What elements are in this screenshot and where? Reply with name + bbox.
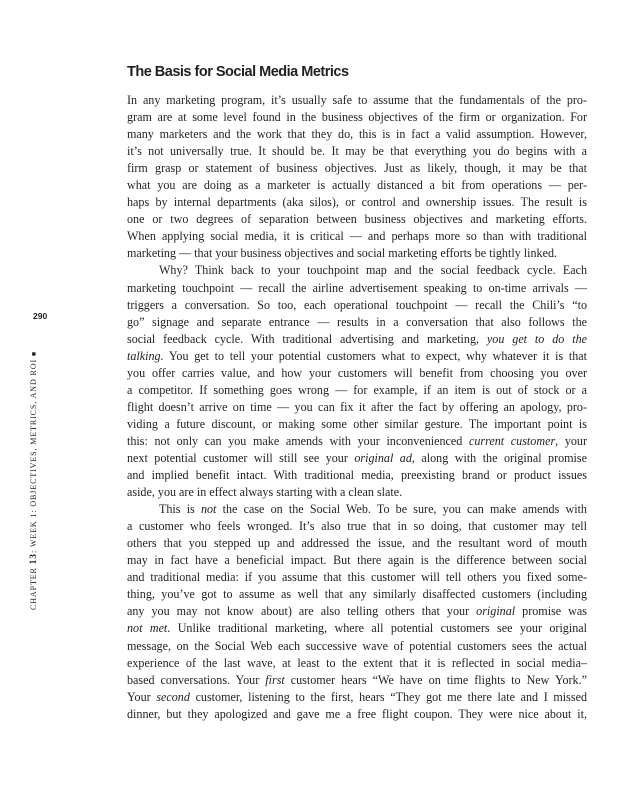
- text-run: triggers a conversation. So too, each operational touchpoint — recall the Chili’s “to: [127, 297, 587, 312]
- text-run: promise was: [515, 604, 587, 619]
- text-run: this: not only can you make amends with your inconvenienced: [127, 433, 469, 448]
- running-head: [29, 310, 43, 610]
- text-line: [127, 280, 587, 297]
- text-line: [127, 552, 587, 569]
- text-run: it’s not universally true. It should be. It may be that everything you do begins with a: [127, 144, 587, 159]
- emphasis-text: original: [476, 604, 516, 619]
- text-line: [127, 109, 587, 126]
- text-run: experience of the last wave, at least to the extent that it is reflected in social media–: [127, 655, 587, 670]
- text-run: You get to tell your potential customers what to expect, why whatever it is that: [163, 348, 587, 363]
- text-line: [127, 706, 587, 723]
- text-run: viding a future discount, or making some other similar gesture. The important point is: [127, 416, 587, 431]
- text-run: , along with the original promise: [411, 450, 587, 465]
- text-run: a competitor. If something goes wrong — for example, if an item is out of stock or a: [127, 382, 587, 397]
- text-line: [127, 586, 587, 603]
- text-run: next potential customer will still see your: [127, 450, 355, 465]
- text-run: go” signage and separate entrance — results in a conversation that also follows the: [127, 314, 587, 329]
- emphasis-text: first: [265, 672, 285, 687]
- emphasis-text: original ad: [354, 450, 412, 465]
- text-line: [127, 569, 587, 586]
- text-run: . Unlike traditional marketing, where all potential customers see your original: [167, 621, 587, 636]
- running-head-chapter-label: CHAPTER: [29, 564, 38, 610]
- section-title: The Basis for Social Media Metrics: [127, 64, 349, 80]
- text-run: aside, you are in effect always starting with a clean slate.: [127, 485, 403, 500]
- text-run: When applying social media, it is critical — and perhaps more so than with traditional: [127, 229, 587, 244]
- text-line: [127, 143, 587, 160]
- emphasis-text: you get to do the: [486, 331, 587, 346]
- text-line: [127, 126, 587, 143]
- emphasis-text: not met: [127, 621, 168, 636]
- text-line: [127, 484, 587, 501]
- text-run: customer, listening to the first, hears “They got me there late and I missed: [189, 689, 587, 704]
- emphasis-text: current customer: [469, 433, 556, 448]
- running-head-title: : WEEK 1: OBJECTIVES, METRICS, AND ROI: [29, 356, 38, 554]
- emphasis-text: talking.: [127, 348, 164, 363]
- text-run: many marketers and the work that they do, this is in fact a valid assumption. However,: [127, 127, 587, 142]
- text-run: Why? Think back to your touchpoint map and the social feedback cycle. Each: [159, 263, 587, 278]
- text-run: marketing touchpoint — recall the airline advertisement speaking to on-time arrivals —: [127, 280, 587, 295]
- running-head-chapter-number: 13: [29, 553, 39, 565]
- text-line: [127, 450, 587, 467]
- text-run: based conversations. Your: [127, 672, 266, 687]
- text-line: [127, 603, 587, 620]
- text-line: [127, 194, 587, 211]
- text-line: [127, 518, 587, 535]
- text-line: [127, 620, 587, 637]
- text-line: [127, 365, 587, 382]
- emphasis-text: not: [200, 502, 217, 517]
- text-line: [127, 348, 587, 365]
- text-line: [127, 297, 587, 314]
- text-line: [127, 331, 587, 348]
- text-run: any you may not know about) are also telling others that your: [127, 604, 477, 619]
- text-line: [127, 211, 587, 228]
- text-line: [127, 416, 587, 433]
- text-run: social feedback cycle. With traditional advertising and marketing,: [127, 331, 487, 346]
- text-line: [127, 672, 587, 689]
- body-text: [127, 92, 587, 723]
- text-run: others that you stepped up and addressed the issue, and the resultant word of mouth: [127, 536, 587, 551]
- text-run: dinner, but they apologized and gave me a free flight coupon. They were nice about it,: [127, 706, 587, 721]
- text-line: [127, 689, 587, 706]
- text-line: [127, 245, 587, 262]
- text-run: what you are doing as a marketer is actually distanced a bit from operations — per-: [127, 178, 587, 193]
- text-run: thing, you’ve got to assume as well that any similarly disaffected customers (including: [127, 587, 587, 602]
- text-run: haps by internal departments (aka silos), or control and ownership issues. The result is: [127, 195, 587, 210]
- text-run: gram are at some level found in the business objectives of the firm or organization. For: [127, 110, 587, 125]
- text-run: message, on the Social Web each successive wave of potential customers sees the actual: [127, 638, 587, 653]
- page-number: 290: [33, 311, 48, 321]
- text-line: [127, 433, 587, 450]
- text-line: [127, 467, 587, 484]
- emphasis-text: second: [156, 689, 190, 704]
- text-line: [127, 92, 587, 109]
- text-run: flight doesn’t arrive on time — you can fix it after the fact by offering an apology, pro-: [127, 399, 587, 414]
- text-line: [127, 382, 587, 399]
- text-run: the case on the Social Web. To be sure, you can make amends with: [216, 502, 587, 517]
- text-run: and traditional media: if you assume that this customer will tell others you fixed some-: [127, 570, 587, 585]
- text-run: In any marketing program, it’s usually safe to assume that the fundamentals of the pro-: [127, 93, 587, 107]
- square-icon: ■: [30, 350, 38, 357]
- text-run: marketing — that your business objectives and social marketing efforts be tightly linked.: [127, 246, 558, 261]
- text-line: [127, 160, 587, 177]
- text-run: and implied benefit intact. With traditional media, preexisting brand or product issues: [127, 468, 587, 483]
- text-line: [127, 262, 587, 279]
- text-run: one or two degrees of separation between business objectives and marketing efforts.: [127, 212, 587, 227]
- text-run: may in fact have a beneficial impact. But there again is the difference between social: [127, 553, 587, 568]
- text-run: This is: [159, 502, 201, 517]
- text-line: [127, 314, 587, 331]
- text-run: you offer carries value, and how your customers will benefit from choosing you over: [127, 365, 587, 380]
- text-line: [127, 177, 587, 194]
- text-line: [127, 638, 587, 655]
- text-run: customer hears “We have on time flights to New York.”: [284, 672, 587, 687]
- text-line: [127, 399, 587, 416]
- text-run: , your: [555, 433, 588, 448]
- text-line: [127, 501, 587, 518]
- text-run: a customer who feels wronged. It’s also true that in so doing, that customer may tell: [127, 519, 587, 534]
- text-run: Your: [127, 689, 157, 704]
- text-run: firm grasp or statement of business objectives. Just as likely, though, it may be that: [127, 161, 587, 176]
- text-line: [127, 228, 587, 245]
- text-line: [127, 655, 587, 672]
- text-line: [127, 535, 587, 552]
